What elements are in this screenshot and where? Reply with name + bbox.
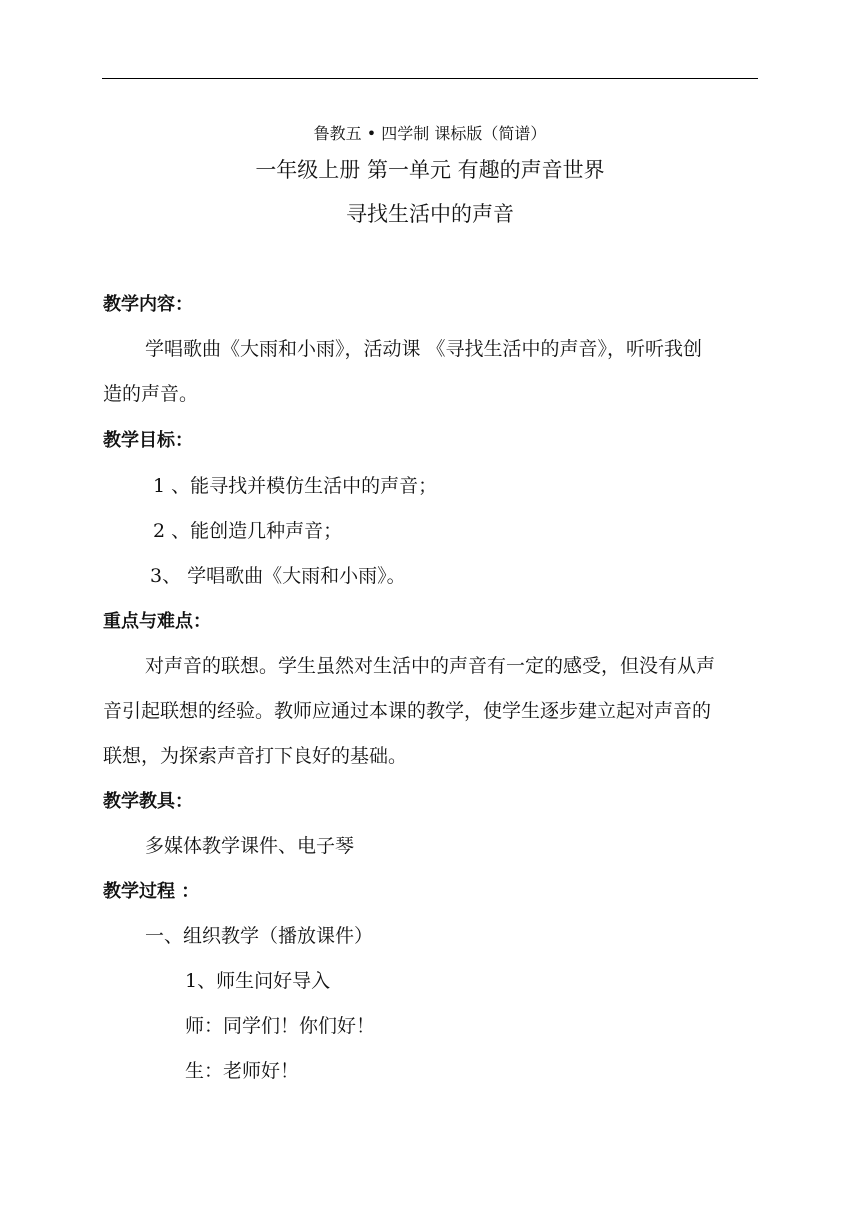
key-points-line-3: 联想，为探索声音打下良好的基础。 [103,745,408,767]
process-sub-1: 1、师生问好导入 [185,970,331,992]
tools-line: 多媒体教学课件、电子琴 [145,835,355,857]
header-rule [102,78,758,79]
unit-line: 一年级上册 第一单元 有趣的声音世界 [255,158,605,182]
content-line-1: 学唱歌曲《大雨和小雨》，活动课 《寻找生活中的声音》，听听我创 [145,338,703,360]
key-points-line-1: 对声音的联想。学生虽然对生活中的声音有一定的感受，但没有从声 [145,655,716,677]
key-points-heading: 重点与难点： [103,611,211,632]
process-teacher-line: 师：同学们！你们好！ [185,1015,376,1037]
lesson-title: 寻找生活中的声音 [346,202,514,226]
process-heading: 教学过程 ： [103,881,200,902]
edition-line: 鲁教五 • 四学制 课标版（简谱） [313,124,547,143]
goal-item-2: 2 、能创造几种声音； [153,520,343,542]
content-line-2: 造的声音。 [103,383,199,405]
content-heading: 教学内容： [103,294,193,315]
goal-item-3: 3、 学唱歌曲《大雨和小雨》。 [150,565,406,587]
tools-heading: 教学教具： [103,791,193,812]
process-step-1: 一、组织教学（播放课件） [145,925,374,947]
process-student-line: 生：老师好！ [185,1060,300,1082]
key-points-line-2: 音引起联想的经验。教师应通过本课的教学，使学生逐步建立起对声音的 [103,700,712,722]
goals-heading: 教学目标： [103,430,193,451]
goal-item-1: 1 、能寻找并模仿生活中的声音； [153,475,438,497]
